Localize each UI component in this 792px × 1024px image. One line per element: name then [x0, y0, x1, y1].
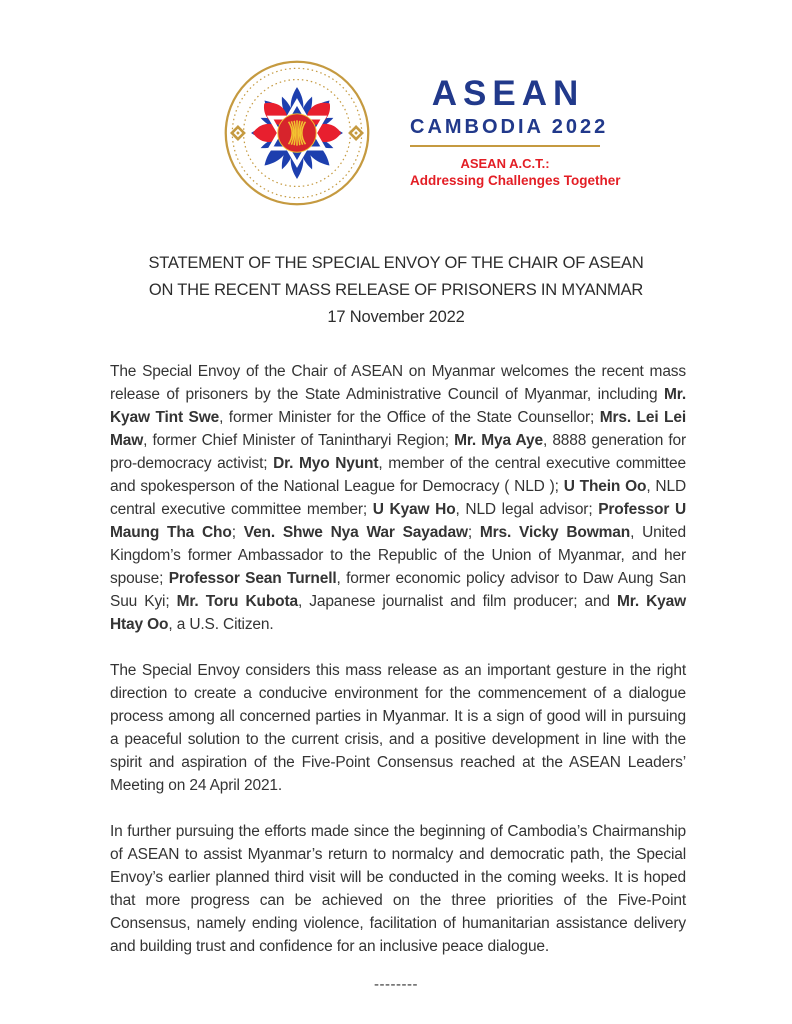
logo-divider — [410, 145, 600, 147]
person-name-bold: Mr. Kyaw Htay Oo — [110, 593, 686, 633]
statement-body — [110, 360, 686, 958]
person-name-bold: Mrs. Lei Lei Maw — [110, 409, 686, 449]
person-name-bold: Mr. Kyaw Tint Swe — [110, 386, 686, 426]
logo-tagline-full: Addressing Challenges Together — [410, 173, 621, 189]
statement-paragraph — [110, 659, 686, 797]
person-name-bold: Mrs. Vicky Bowman — [479, 524, 631, 541]
person-name-bold: Ven. Shwe Nya War Sayadaw — [243, 524, 468, 541]
closing-dashes: -------- — [374, 976, 418, 993]
text-segment: , former economic policy advisor to Daw Aung San Suu Kyi; — [110, 570, 686, 610]
text-segment: , former Minister for the Office of the State Counsellor; — [219, 409, 600, 426]
logo-tagline-act: ASEAN A.C.T.: — [460, 155, 550, 171]
text-segment: , United Kingdom’s former Ambassador to the Republic of the Union of Myanmar, and her spouse; — [110, 524, 687, 587]
text-segment: In further pursuing the efforts made since the beginning of Cambodia’s Chairmanship of ASEAN to assist Myanmar’s return to normalcy and democratic path, the Special Envoy’s earlier planned third visit will be conducted in the coming weeks. It is hoped that more progress can be achieved on the three priorities of the Five-Point Consensus, namely ending violence, facilitation of humanitarian assistance delivery and building trust and confidence for an inclusive peace dialogue. — [110, 823, 686, 955]
letterhead — [30, 58, 792, 208]
person-name-bold: Mr. Mya Aye — [454, 432, 543, 449]
statement-paragraph — [110, 360, 686, 636]
person-name-bold: U Kyaw Ho — [372, 501, 456, 518]
text-segment: , member of the central executive committee and spokesperson of the National League for Democracy ( NLD ); — [110, 455, 686, 495]
person-name-bold: Professor Sean Turnell — [168, 570, 337, 587]
text-segment: ; — [467, 524, 480, 541]
statement-paragraph — [110, 820, 686, 958]
left-diamond-ornament — [230, 125, 246, 141]
text-segment: , NLD central executive committee member; — [110, 478, 686, 518]
text-segment: , NLD legal advisor; — [455, 501, 599, 518]
text-segment: The Special Envoy considers this mass release as an important gesture in the right direction to create a conducive environment for the commencement of a dialogue process among all concerned parties in Myanmar. It is a sign of good will in pursuing a peaceful solution to the current crisis, and a positive development in line with the spirit and aspiration of the Five-Point Consensus reached at the ASEAN Leaders’ Meeting on 24 April 2021. — [110, 662, 686, 794]
text-segment: ; — [231, 524, 244, 541]
statement-date: 17 November 2022 — [327, 308, 465, 326]
asean-cambodia-emblem-icon — [222, 58, 372, 208]
person-name-bold: Mr. Toru Kubota — [176, 593, 298, 610]
text-segment: , 8888 generation for pro-democracy activist; — [110, 432, 687, 472]
logo-subtitle: CAMBODIA 2022 — [410, 115, 609, 138]
logo-title: ASEAN — [431, 73, 585, 113]
statement-title-line1: STATEMENT OF THE SPECIAL ENVOY OF THE CHAIR OF ASEAN — [148, 254, 644, 272]
text-segment: The Special Envoy of the Chair of ASEAN on Myanmar welcomes the recent mass release of prisoners by the State Administrative Council of Myanmar, including — [110, 363, 686, 403]
person-name-bold: Professor U Maung Tha Cho — [110, 501, 686, 541]
text-segment: , a U.S. Citizen. — [168, 616, 274, 633]
statement-title-line2: ON THE RECENT MASS RELEASE OF PRISONERS IN MYANMAR — [148, 281, 644, 299]
logo-text-block — [410, 73, 621, 190]
emblem-graphic — [222, 58, 372, 208]
text-segment: , former Chief Minister of Tanintharyi Region; — [143, 432, 455, 449]
statement-title-block — [0, 250, 792, 331]
person-name-bold: U Thein Oo — [563, 478, 647, 495]
text-segment: , Japanese journalist and film producer; and — [297, 593, 618, 610]
person-name-bold: Dr. Myo Nyunt — [273, 455, 379, 472]
